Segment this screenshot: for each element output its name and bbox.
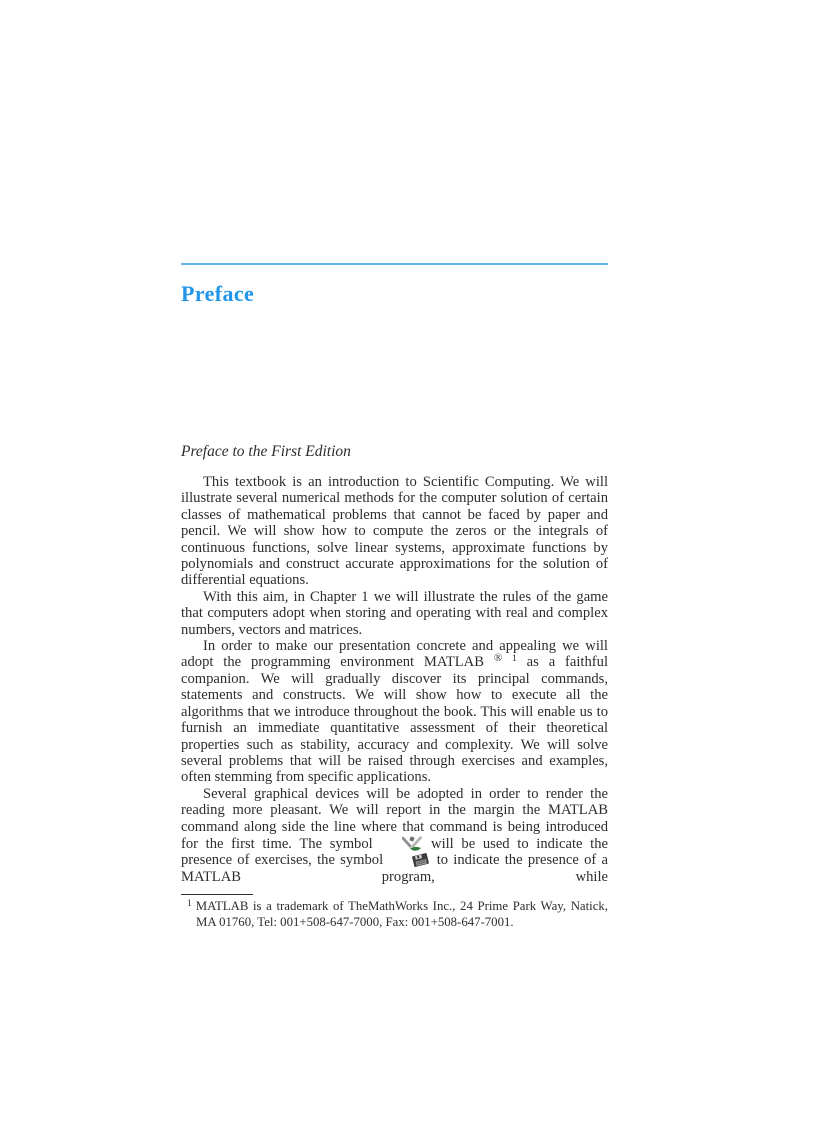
- paragraph-symbols-text-start: Several graphical devices will be adopted in order to render the reading more pleasant. We will report in the margin the MATLAB command along side the line where that command is being introduced for the first time. The symbol: [181, 785, 608, 852]
- paragraph-intro: This textbook is an introduction to Scientific Computing. We will illustrate several numerical methods for the computer solution of certain classes of mathematical problems that cannot be faced by paper and pencil. We will show how to compute the zeros or the integrals of continuous functions, solve linear systems, approximate functions by polynomials and construct accurate approximations for the solution of differential equations.: [181, 474, 608, 589]
- paragraph-chapter1: With this aim, in Chapter 1 we will illustrate the rules of the game that computers adopt when storing and operating with real and complex numbers, vectors and matrices.: [181, 588, 608, 638]
- footnote-marker: 1: [187, 899, 192, 910]
- registered-trademark-symbol: ®: [493, 652, 503, 665]
- floppy-disk-icon: [388, 852, 431, 868]
- paragraph-matlab: [181, 638, 608, 786]
- footnote: [181, 899, 608, 930]
- crossed-tools-exercise-icon: [380, 835, 423, 852]
- paragraph-matlab-text-start: In order to make our presentation concrete and appealing we will adopt the programming environment MATLAB: [181, 638, 608, 671]
- paragraph-symbols-text-end: to indicate the presence of a MATLAB program, while: [181, 852, 609, 885]
- chapter-title-rule: [181, 263, 608, 265]
- paragraph-graphical-devices: [181, 786, 608, 885]
- paragraph-matlab-text-end: as a faithful companion. We will gradually discover its principal commands, statements and constructs. We will show how to execute all the algorithms that we introduce throughout the book. This will enable us to furnish an immediate quantitative assessment of their theoretical properties such as stability, accuracy and complexity. We will solve several problems that will be raised through exercises and examples, often stemming from specific applications.: [181, 654, 608, 786]
- footnote-reference-marker: 1: [512, 654, 517, 665]
- paragraph-symbols-text-mid: will be used to indicate the presence of exercises, the symbol: [181, 835, 608, 869]
- section-heading: Preface to the First Edition: [181, 443, 351, 460]
- footnote-text: MATLAB is a trademark of TheMathWorks Inc., 24 Prime Park Way, Natick, MA 01760, Tel: 001+508-647-7000, Fax: 001+508-647-7001.: [195, 899, 608, 929]
- page-title: Preface: [181, 281, 255, 306]
- footnote-rule: [181, 894, 253, 895]
- text-block: [181, 263, 608, 930]
